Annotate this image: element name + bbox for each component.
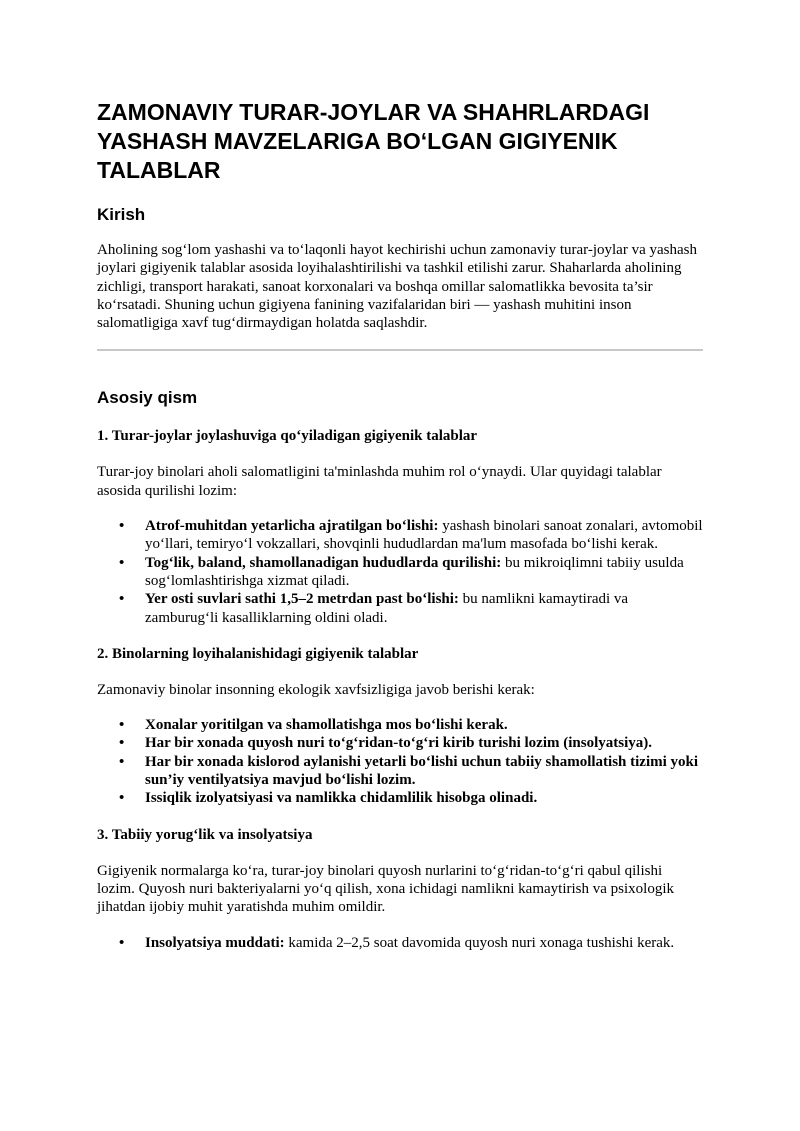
list-item-text: bu namlikni kamaytiradi va zamburug‘li kasalliklarning oldini oladi. bbox=[145, 591, 629, 626]
document-page bbox=[97, 98, 703, 969]
bullet-icon: • bbox=[119, 735, 125, 752]
main-heading: Asosiy qism bbox=[97, 388, 198, 408]
bullet-icon: • bbox=[119, 753, 125, 770]
section-2-paragraph: Zamonaviy binolar insonning ekologik xavfsizligiga javob berishi kerak: bbox=[97, 681, 535, 698]
list-item bbox=[119, 590, 703, 627]
bullet-icon: • bbox=[119, 934, 125, 951]
section-2-heading: 2. Binolarning loyihalanishidagi gigiyenik talablar bbox=[97, 645, 419, 662]
section-2-list bbox=[97, 716, 703, 807]
section-3-heading: 3. Tabiiy yorug‘lik va insolyatsiya bbox=[97, 826, 313, 843]
list-item bbox=[119, 753, 703, 790]
section-3-paragraph: Gigiyenik normalarga ko‘ra, turar-joy binolari quyosh nurlarini to‘g‘ridan-to‘g‘ri qabul qilishi lozim. Quyosh nuri bakteriyalarni yo‘q qilish, xona ichidagi namlikni kamaytirish va psixologik jihatdan ijobiy muhit yaratishda muhim omildir. bbox=[97, 862, 674, 916]
document-title: ZAMONAVIY TURAR-JOYLAR VA SHAHRLARDAGI YASHASH MAVZELARIGA BO‘LGAN GIGIYENIK TALABLAR bbox=[97, 99, 650, 183]
list-item-text: yashash binolari sanoat zonalari, avtomobil yo‘llari, temiryo‘l vokzallari, shovqinli hududlardan ma'lum masofada bo‘lishi kerak. bbox=[145, 518, 703, 553]
list-item-bold: Har bir xonada kislorod aylanishi yetarli bo‘lishi uchun tabiiy shamollatish tizimi yoki sun’iy ventilyatsiya mavjud bo‘lishi lozim. bbox=[145, 753, 699, 789]
section-1-paragraph: Turar-joy binolari aholi salomatligini ta'minlashda muhim rol o‘ynaydi. Ular quyidagi talablar asosida qurilishi lozim: bbox=[97, 464, 662, 499]
list-item bbox=[119, 716, 703, 734]
bullet-icon: • bbox=[119, 790, 125, 807]
list-item-bold: Tog‘lik, baland, shamollanadigan hududlarda qurilishi: bbox=[145, 554, 502, 571]
list-item-text: bu mikroiqlimni tabiiy usulda sog‘lomlashtirishga xizmat qiladi. bbox=[145, 554, 684, 589]
bullet-icon: • bbox=[119, 518, 125, 535]
list-item bbox=[119, 934, 703, 952]
section-3-list bbox=[97, 934, 703, 952]
section-1-heading: 1. Turar-joylar joylashuviga qo‘yiladigan gigiyenik talablar bbox=[97, 428, 478, 445]
list-item bbox=[119, 789, 703, 807]
intro-heading: Kirish bbox=[97, 205, 146, 224]
list-item-bold: Atrof-muhitdan yetarlicha ajratilgan bo‘lishi: bbox=[145, 518, 439, 535]
list-item-bold: Har bir xonada quyosh nuri to‘g‘ridan-to‘g‘ri kirib turishi lozim (insolyatsiya). bbox=[145, 735, 652, 752]
bullet-icon: • bbox=[119, 717, 125, 734]
bullet-icon: • bbox=[119, 591, 125, 608]
list-item-bold: Issiqlik izolyatsiyasi va namlikka chidamlilik hisobga olinadi. bbox=[145, 790, 538, 807]
section-divider bbox=[97, 349, 703, 351]
list-item-bold: Yer osti suvlari sathi 1,5–2 metrdan past bo‘lishi: bbox=[145, 591, 459, 608]
bullet-icon: • bbox=[119, 554, 125, 571]
list-item-text: kamida 2–2,5 soat davomida quyosh nuri xonaga tushishi kerak. bbox=[284, 934, 675, 951]
list-item-bold: Xonalar yoritilgan va shamollatishga mos bo‘lishi kerak. bbox=[145, 717, 508, 734]
list-item bbox=[119, 734, 703, 752]
list-item bbox=[119, 554, 703, 591]
section-1-list bbox=[97, 517, 703, 627]
intro-paragraph: Aholining sog‘lom yashashi va to‘laqonli hayot kechirishi uchun zamonaviy turar-joylar va yashash joylari gigiyenik talablar asosida loyihalashtirilishi va tashkil etilishi zarur. Shaharlarda aholining zichligi, transport harakati, sanoat korxonalari va boshqa omillar salomatlikka bevosita ta’sir ko‘rsatadi. Shuning uchun gigiyena fanining vazifalaridan biri — yashash muhitini inson salomatligiga xavf tug‘dirmaydigan holatda saqlashdir. bbox=[97, 242, 697, 332]
list-item bbox=[119, 517, 703, 554]
list-item-bold: Insolyatsiya muddati: bbox=[145, 934, 285, 951]
